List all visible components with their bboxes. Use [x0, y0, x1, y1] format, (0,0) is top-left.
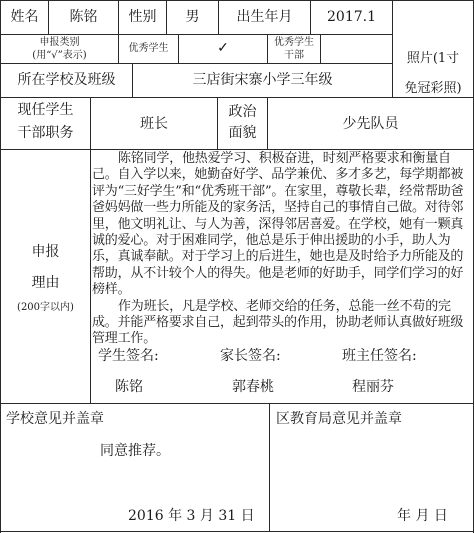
- birth-label: 出生年月: [236, 9, 293, 25]
- gender-value: 男: [185, 9, 200, 25]
- student-signature: 陈铭: [115, 379, 143, 395]
- row-divider: [0, 403, 474, 404]
- political-value: 少先队员: [342, 116, 399, 132]
- row-divider: [0, 149, 474, 150]
- row-divider: [0, 63, 392, 64]
- col-divider: [320, 34, 321, 63]
- reason-length-note: (200字以内): [17, 302, 74, 313]
- excellent-cadre-label-2: 干部: [284, 50, 304, 61]
- school-opinion-text: 同意推荐。: [100, 443, 170, 459]
- reason-paragraph: 陈铭同学，他热爱学习、积极奋进，时刻严格要求和衡量自己。自入学以来，她勤奋好学、品学兼优、多才多艺，每学期都被评为“三好学生”和“优秀班干部”。在家里，尊敬长辈，经常帮助爸爸妈妈做一些力所能及的家务活，坚持自己的事情自己做。对待邻里，他文明礼让、与人为善，深得邻居喜爱。在学校，她有一颗真诚的爱心。对于困难同学，他总是乐于伸出援助的小手，助人为乐，真诚奉献。对于学习上的后进生，她也是及时给予力所能及的帮助，从不计较个人的得失。他是老师的好助手，同学们学习的好榜样。: [92, 151, 464, 298]
- table-border-top: [0, 0, 474, 1]
- excellent-student-label: 优秀学生: [128, 43, 169, 54]
- birth-value: 2017.1: [327, 9, 376, 25]
- name-label: 姓名: [10, 9, 39, 25]
- political-label-2: 面貌: [228, 125, 257, 141]
- bureau-opinion-date: 年 月 日: [397, 508, 448, 524]
- reason-label-2: 理由: [31, 275, 60, 291]
- reason-paragraph: 作为班长，凡是学校、老师交给的任务，总能一丝不苟的完成。并能严格要求自己，起到带头的作用，协助老师认真做好班级管理工作。: [92, 298, 464, 347]
- row-divider: [0, 97, 474, 98]
- photo-label: 照片(1寸: [406, 51, 460, 66]
- category-hint: (用“√”表示): [32, 50, 87, 61]
- category-label: 申报类别: [39, 37, 80, 48]
- reason-text: [92, 151, 472, 348]
- bureau-opinion-label: 区教育局意见并盖章: [276, 411, 402, 427]
- student-signature-label: 学生签名:: [98, 348, 159, 364]
- photo-label-2: 免冠彩照): [404, 81, 462, 96]
- parent-signature-label: 家长签名:: [220, 348, 281, 364]
- position-label-2: 干部职务: [17, 125, 74, 141]
- reason-label: 申报: [31, 244, 60, 260]
- gender-label: 性别: [128, 9, 157, 25]
- name-value: 陈铭: [69, 9, 98, 25]
- table-border-bottom: [0, 531, 474, 532]
- teacher-signature: 程丽芬: [352, 379, 394, 395]
- excellent-cadre-label: 优秀学生: [274, 37, 314, 48]
- row-divider: [0, 34, 392, 35]
- school-opinion-date: 2016 年 3 月 31 日: [128, 508, 255, 524]
- col-divider: [90, 97, 91, 403]
- teacher-signature-label: 班主任签名:: [342, 348, 417, 364]
- school-opinion-label: 学校意见并盖章: [6, 411, 104, 427]
- school-value: 三店街宋寨小学三年级: [192, 72, 333, 88]
- political-label: 政治: [228, 104, 257, 120]
- position-value: 班长: [140, 116, 168, 132]
- school-label: 所在学校及班级: [17, 72, 116, 88]
- parent-signature: 郭春桃: [232, 379, 274, 395]
- check-mark-icon: ✓: [217, 40, 229, 56]
- col-divider: [269, 403, 270, 532]
- position-label: 现任学生: [17, 102, 74, 118]
